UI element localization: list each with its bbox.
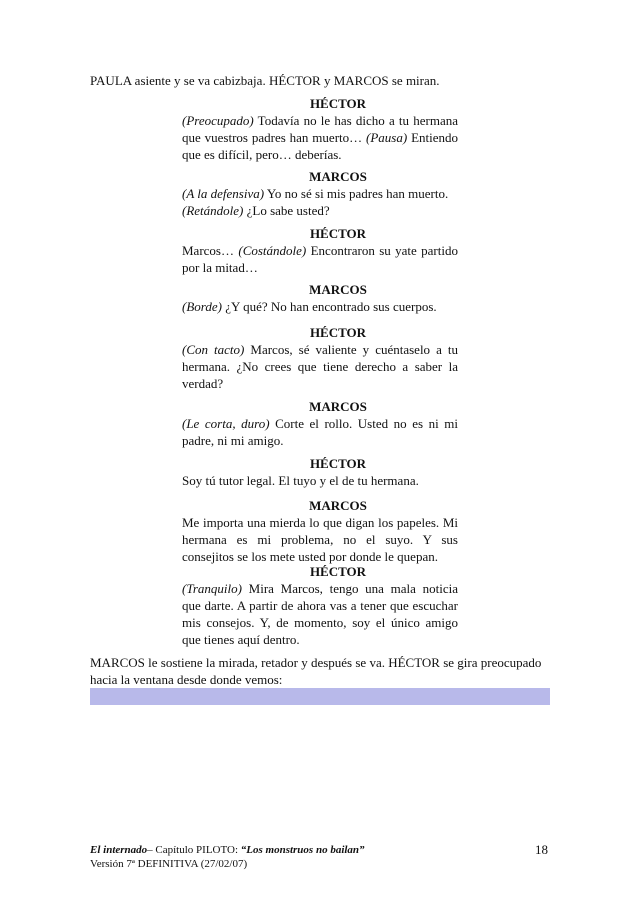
dialogue-line: Corte el rollo. Usted no es ni mi padre, ni mi amigo. <box>182 416 458 448</box>
dialogue-text <box>182 112 458 163</box>
parenthetical: (Le corta, duro) <box>182 416 270 431</box>
dialogue-text <box>182 415 458 449</box>
dialogue-line: Soy tú tutor legal. El tuyo y el de tu hermana. <box>182 473 419 488</box>
dialogue-line: Mira Marcos, tengo una mala noticia que darte. A partir de ahora vas a tener que escuchar mis consejos. Y, de momento, soy el único amigo que tienes aquí dentro. <box>182 581 458 647</box>
dialogue-block-hector-2 <box>182 225 458 276</box>
dialogue-line: ¿Lo sabe usted? <box>243 203 330 218</box>
speaker-name: MARCOS <box>309 399 367 414</box>
parenthetical: (Preocupado) <box>182 113 254 128</box>
dialogue-block-hector-4 <box>182 455 458 489</box>
footer-chapter: – Capítulo PILOTO: <box>147 844 241 856</box>
speaker-name: MARCOS <box>309 169 367 184</box>
speaker-name: HÉCTOR <box>309 96 367 111</box>
parenthetical: (Con tacto) <box>182 342 245 357</box>
dialogue-line: Marcos… <box>182 243 239 258</box>
dialogue-text <box>182 341 458 392</box>
speaker-name: HÉCTOR <box>309 456 367 471</box>
dialogue-text <box>182 242 458 276</box>
action-line-outro: MARCOS le sostiene la mirada, retador y después se va. HÉCTOR se gira preocupado hacia la ventana desde donde vemos: <box>90 655 542 687</box>
speaker-name: HÉCTOR <box>309 226 367 241</box>
dialogue-block-hector-5 <box>182 563 458 648</box>
parenthetical: (Borde) <box>182 299 222 314</box>
footer-version: Versión 7ª DEFINITIVA (27/02/07) <box>90 858 248 870</box>
dialogue-text <box>182 298 458 315</box>
speaker-name: MARCOS <box>309 498 367 513</box>
speaker-name: HÉCTOR <box>309 564 367 579</box>
dialogue-line: Todavía no le has dicho a tu hermana que vuestros padres han muerto… <box>182 113 458 145</box>
speaker-name: MARCOS <box>309 282 367 297</box>
dialogue-text <box>182 580 458 648</box>
parenthetical: (Costándole) <box>238 243 307 258</box>
dialogue-block-marcos-3 <box>182 398 458 449</box>
dialogue-line: Marcos, sé valiente y cuéntaselo a tu hermana. ¿No crees que tiene derecho a saber la verdad? <box>182 342 458 391</box>
dialogue-line: ¿Y qué? No han encontrado sus cuerpos. <box>221 299 437 314</box>
dialogue-line: Encontraron su yate partido por la mitad… <box>182 243 458 275</box>
page-number: 18 <box>535 842 548 857</box>
footer-title-line <box>90 843 365 857</box>
dialogue-block-marcos-2 <box>182 281 458 315</box>
dialogue-block-hector-1 <box>182 95 458 163</box>
dialogue-block-marcos-4 <box>182 497 458 565</box>
dialogue-line: Me importa una mierda lo que digan los papeles. Mi hermana es mi problema, no el suyo. Y sus consejitos se los mete usted por donde le quepan. <box>182 515 458 564</box>
dialogue-block-marcos-1 <box>182 168 458 219</box>
parenthetical: (Tranquilo) <box>182 581 242 596</box>
dialogue-line: Entiendo que es difícil, pero… deberías. <box>182 130 458 162</box>
parenthetical: (Retándole) <box>182 203 244 218</box>
dialogue-line: Yo no sé si mis padres han muerto. <box>264 186 449 201</box>
dialogue-block-hector-3 <box>182 324 458 392</box>
page-footer <box>90 843 365 871</box>
speaker-name: HÉCTOR <box>309 325 367 340</box>
dialogue-text <box>182 185 458 219</box>
footer-episode-title: “Los monstruos no bailan” <box>240 844 365 856</box>
footer-series-title: El internado <box>90 844 148 856</box>
action-line-intro: PAULA asiente y se va cabizbaja. HÉCTOR y MARCOS se miran. <box>90 73 440 88</box>
parenthetical: (Pausa) <box>366 130 408 145</box>
scene-heading-bar <box>90 688 550 705</box>
parenthetical: (A la defensiva) <box>182 186 265 201</box>
